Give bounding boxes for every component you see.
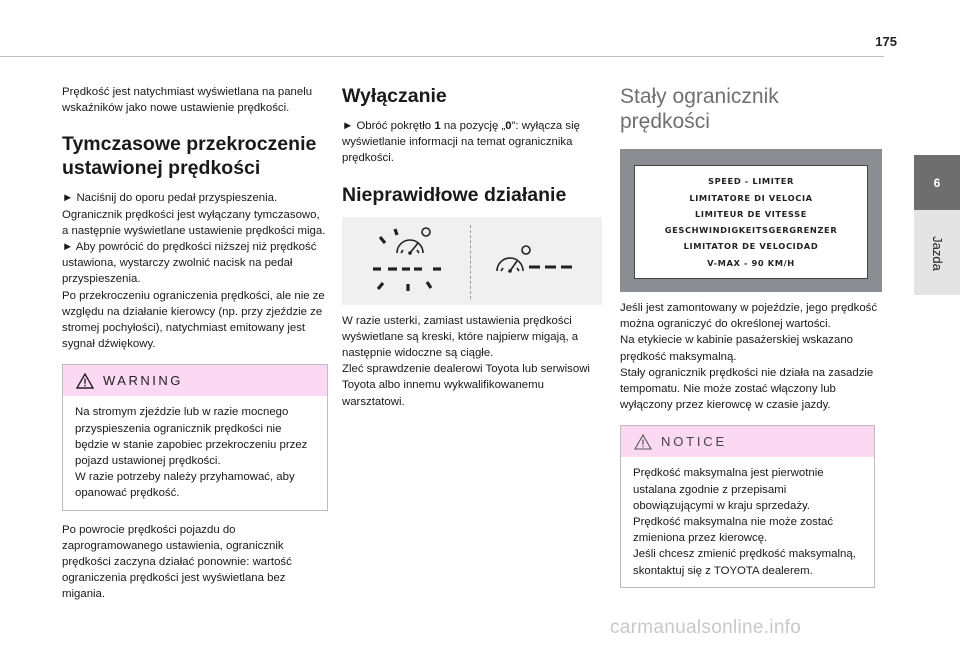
fixed-limiter-paragraph: Stały ogranicznik prędkości nie działa na zasadzie tempomatu. Nie może zostać włączony lub wyłączony przez kierowcę w czasie jazdy. — [620, 366, 874, 412]
label-line: LIMITEUR DE VITESSE — [695, 208, 807, 219]
label-line: V-MAX - 90 KM/H — [707, 257, 795, 268]
label-line: LIMITATORE DI VELOCIA — [689, 192, 813, 203]
heading-temporary-override: Tymczasowe przekroczenie ustawionej prędkości — [62, 133, 317, 180]
warning-text: Na stromym zjeździe lub w razie mocnego przyspieszenia ogranicznik prędkości nie będzie w stanie zapobiec przekroczeniu przez pojazd ustawionej prędkości. — [75, 406, 308, 468]
instruction-text: Ogranicznik prędkości jest wyłączany tymczasowo, a następnie wyświetlane ustawienie prędkości miga. — [62, 208, 326, 237]
warning-box — [62, 364, 328, 510]
chapter-tab[interactable] — [914, 155, 960, 210]
heading-switch-off: Wyłączanie — [342, 85, 447, 107]
notice-header — [621, 426, 874, 457]
outro-paragraph: Po powrocie prędkości pojazdu do zaprogramowanego ustawienia, ogranicznik prędkości zaczyna działać ponownie: wartość ograniczenia prędkości jest wyświetlana bez migania. — [62, 523, 292, 601]
notice-triangle-icon — [634, 434, 652, 450]
illustration-divider — [470, 225, 471, 299]
notice-body — [621, 457, 874, 586]
chapter-number: 6 — [933, 175, 941, 190]
notice-title: NOTICE — [661, 434, 727, 450]
notice-box — [620, 425, 875, 587]
heading-malfunction: Nieprawidłowe działanie — [342, 183, 567, 206]
top-divider — [0, 56, 884, 57]
instruction-step: ► Aby powrócić do prędkości niższej niż prędkość ustawiona, wystarczy zwolnić nacisk na pedał przyspieszenia. — [62, 241, 317, 286]
label-line: SPEED - LIMITER — [708, 176, 794, 187]
fixed-limiter-paragraph: Na etykiecie w kabinie pasażerskiej wskazano prędkość maksymalną. — [620, 334, 853, 363]
steady-dashes-display-icon — [477, 217, 597, 305]
page-number: 175 — [875, 34, 897, 49]
chapter-label: Jazda — [929, 235, 945, 271]
label-line: GESCHWINDIGKEITSGERGRENZER — [664, 225, 838, 236]
speed-limiter-label-figure — [620, 149, 882, 292]
warning-body — [63, 396, 327, 509]
malfunction-paragraph: W razie usterki, zamiast ustawienia prędkości wyświetlane są kreski, które najpierw migają, a następnie widoczne są ciągłe. — [342, 314, 579, 360]
warning-text: W razie potrzeby należy przyhamować, aby opanować prędkość. — [75, 471, 295, 500]
warning-header — [63, 365, 327, 396]
heading-fixed-limiter: Stały ogranicznik prędkości — [620, 85, 779, 133]
fixed-limiter-text — [620, 300, 882, 413]
override-instructions — [62, 190, 328, 352]
warning-title: WARNING — [103, 373, 183, 389]
notice-text: Prędkość maksymalna nie może zostać zmieniona przez kierowcę. — [633, 516, 834, 545]
malfunction-illustration — [342, 217, 602, 305]
fixed-limiter-paragraph: Jeśli jest zamontowany w pojeździe, jego prędkość można ograniczyć do określonej wartości. — [620, 302, 878, 331]
speed-limiter-label — [634, 165, 868, 279]
warning-triangle-icon — [76, 373, 94, 389]
notice-text: Prędkość maksymalna jest pierwotnie ustalana zgodnie z przepisami obowiązującymi w kraju sprzedaży. — [633, 467, 824, 512]
column-right — [620, 84, 882, 588]
malfunction-text — [342, 313, 602, 410]
instruction-step: ► Naciśnij do oporu pedał przyspieszenia. — [62, 192, 278, 205]
switch-off-text: ► Obróć pokrętło 1 na pozycję „0”: wyłącza się wyświetlanie informacji na temat ogranicznika prędkości. — [342, 120, 580, 165]
notice-text: Jeśli chcesz zmienić prędkość maksymalną, skontaktuj się z TOYOTA dealerem. — [633, 548, 856, 577]
malfunction-paragraph: Zleć sprawdzenie dealerowi Toyota lub serwisowi Toyota albo innemu wykwalifikowanemu warsztatowi. — [342, 363, 590, 408]
blinking-dashes-display-icon — [342, 217, 462, 305]
column-middle — [342, 84, 602, 410]
instruction-text: Po przekroczeniu ograniczenia prędkości, ale nie ze względu na działanie kierowcy (np. przy zjeździe ze stromej pochyłości), natychmiast emitowany jest sygnał dźwiękowy. — [62, 289, 325, 351]
intro-paragraph: Prędkość jest natychmiast wyświetlana na panelu wskaźników jako nowe ustawienie prędkości. — [62, 86, 313, 115]
watermark: carmanualsonline.info — [610, 617, 802, 638]
column-left — [62, 84, 328, 603]
label-line: LIMITATOR DE VELOCIDAD — [683, 241, 819, 252]
